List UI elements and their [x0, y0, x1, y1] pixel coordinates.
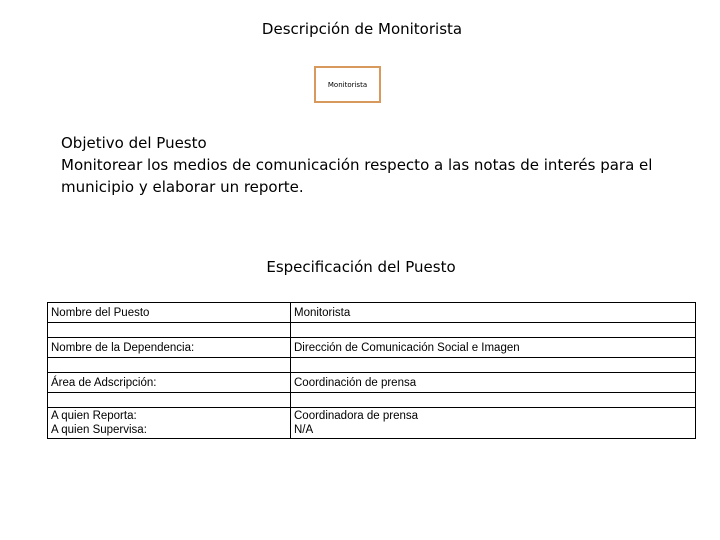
empty-cell: [48, 323, 291, 338]
supervises-label: A quien Supervisa:: [51, 424, 147, 436]
row-label: Nombre del Puesto: [48, 303, 291, 323]
row-label: Área de Adscripción:: [48, 373, 291, 393]
spec-heading: Especificación del Puesto: [266, 258, 456, 276]
table-row: [48, 303, 696, 323]
objective-heading: Objetivo del Puesto: [61, 134, 207, 152]
row-value: Dirección de Comunicación Social e Imagen: [291, 338, 696, 358]
org-chart-box-label: Monitorista: [327, 80, 368, 89]
org-chart-box: [314, 66, 381, 103]
spec-table: [47, 302, 696, 439]
table-row: [48, 408, 696, 439]
table-spacer-row: [48, 323, 696, 338]
empty-cell: [291, 358, 696, 373]
report-to-label: A quien Reporta:: [51, 410, 137, 422]
table-row: [48, 373, 696, 393]
objective-text: Monitorear los medios de comunicación respecto a las notas de interés para el municipio y elaborar un reporte.: [61, 156, 653, 196]
row-label: Nombre de la Dependencia:: [48, 338, 291, 358]
objective-section: [61, 132, 681, 198]
page-title: Descripción de Monitorista: [261, 20, 463, 38]
empty-cell: [291, 393, 696, 408]
row-value: Coordinación de prensa: [291, 373, 696, 393]
table-spacer-row: [48, 393, 696, 408]
table-row: [48, 338, 696, 358]
report-to-value: Coordinadora de prensa: [294, 410, 419, 422]
empty-cell: [291, 323, 696, 338]
row-value: [291, 408, 696, 439]
row-value: Monitorista: [291, 303, 696, 323]
row-label: [48, 408, 291, 439]
table-spacer-row: [48, 358, 696, 373]
supervises-value: N/A: [294, 424, 314, 436]
empty-cell: [48, 393, 291, 408]
empty-cell: [48, 358, 291, 373]
